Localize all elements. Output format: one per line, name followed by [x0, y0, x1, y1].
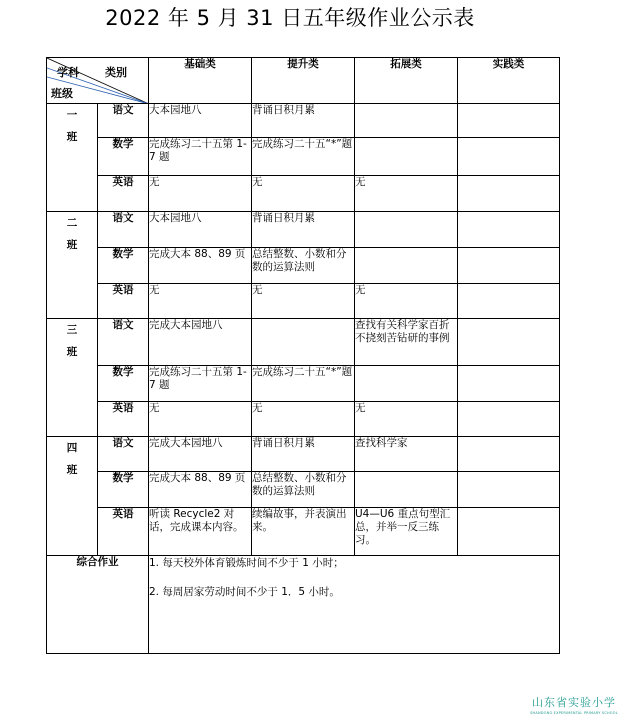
improve-cell: 背诵日积月累	[252, 104, 355, 138]
subject-cell: 语文	[98, 437, 149, 472]
subject-cell: 语文	[98, 212, 149, 248]
extend-cell	[355, 104, 458, 138]
basic-cell: 大本园地八	[149, 212, 252, 248]
subject-cell: 数学	[98, 138, 149, 176]
corner-header-cell	[47, 58, 149, 104]
practice-cell	[458, 248, 560, 284]
practice-cell	[458, 508, 560, 556]
table-row	[47, 508, 560, 556]
table-row	[47, 366, 560, 402]
practice-cell	[458, 402, 560, 437]
class-name-bottom: 班	[66, 239, 78, 251]
table-row	[47, 472, 560, 508]
subject-cell: 语文	[98, 104, 149, 138]
improve-cell: 完成练习二十五“*”题	[252, 366, 355, 402]
extend-cell: 查找科学家	[355, 437, 458, 472]
subject-cell: 数学	[98, 366, 149, 402]
summary-row	[47, 556, 560, 654]
summary-content	[149, 556, 560, 654]
improve-cell: 无	[252, 402, 355, 437]
class-name-top: 四	[66, 442, 78, 454]
subject-cell: 数学	[98, 472, 149, 508]
practice-cell	[458, 366, 560, 402]
practice-cell	[458, 212, 560, 248]
extend-cell	[355, 212, 458, 248]
table-row	[47, 402, 560, 437]
subject-cell: 数学	[98, 248, 149, 284]
table-row	[47, 104, 560, 138]
page-title: 2022 年 5 月 31 日五年级作业公示表	[105, 6, 475, 30]
practice-cell	[458, 319, 560, 366]
basic-cell: 完成练习二十五第 1-7 题	[149, 138, 252, 176]
class-name-top: 一	[66, 109, 78, 121]
school-logo-subtext: SHANDONG EXPERIMENTAL PRIMARY SCHOOL	[530, 711, 618, 715]
practice-cell	[458, 472, 560, 508]
class-name-bottom: 班	[66, 131, 78, 143]
class-label	[47, 104, 98, 212]
basic-cell: 完成大本 88、89 页	[149, 248, 252, 284]
header-extend: 拓展类	[355, 58, 458, 104]
table-row	[47, 284, 560, 319]
practice-cell	[458, 138, 560, 176]
basic-cell: 无	[149, 402, 252, 437]
subject-cell: 英语	[98, 176, 149, 212]
subject-cell: 英语	[98, 508, 149, 556]
extend-cell	[355, 248, 458, 284]
class-name-bottom: 班	[66, 346, 78, 358]
basic-cell: 完成练习二十五第 1-7 题	[149, 366, 252, 402]
corner-category-label: 类别	[105, 66, 127, 79]
class-label	[47, 437, 98, 556]
corner-class-label: 班级	[51, 87, 73, 100]
basic-cell: 完成大本园地八	[149, 319, 252, 366]
extend-cell: 无	[355, 284, 458, 319]
basic-cell: 无	[149, 176, 252, 212]
class-label	[47, 319, 98, 437]
school-logo-text: 山东省实验小学	[532, 696, 616, 709]
summary-line-1: 1. 每天校外体育锻炼时间不少于 1 小时；	[149, 557, 344, 569]
table-row	[47, 248, 560, 284]
extend-cell: 无	[355, 402, 458, 437]
basic-cell: 大本园地八	[149, 104, 252, 138]
improve-cell: 续编故事，并表演出来。	[252, 508, 355, 556]
header-basic: 基础类	[149, 58, 252, 104]
basic-cell: 完成大本园地八	[149, 437, 252, 472]
improve-cell: 背诵日积月累	[252, 437, 355, 472]
basic-cell: 无	[149, 284, 252, 319]
school-logo	[528, 694, 620, 715]
class-name-bottom: 班	[66, 464, 78, 476]
practice-cell	[458, 437, 560, 472]
improve-cell: 总结整数、小数和分数的运算法则	[252, 472, 355, 508]
basic-cell: 完成大本 88、89 页	[149, 472, 252, 508]
extend-cell: U4—U6 重点句型汇总，并举一反三练习。	[355, 508, 458, 556]
improve-cell: 无	[252, 176, 355, 212]
extend-cell	[355, 138, 458, 176]
extend-cell	[355, 472, 458, 508]
subject-cell: 英语	[98, 402, 149, 437]
class-name-top: 二	[66, 217, 78, 229]
extend-cell	[355, 366, 458, 402]
improve-cell	[252, 319, 355, 366]
subject-cell: 英语	[98, 284, 149, 319]
practice-cell	[458, 104, 560, 138]
practice-cell	[458, 176, 560, 212]
table-row	[47, 437, 560, 472]
table-row	[47, 212, 560, 248]
corner-subject-label: 学科	[57, 66, 79, 79]
header-improve: 提升类	[252, 58, 355, 104]
improve-cell: 完成练习二十五“*”题	[252, 138, 355, 176]
extend-cell: 无	[355, 176, 458, 212]
summary-line-2: 2. 每周居家劳动时间不少于 1．5 小时。	[149, 586, 340, 598]
class-label	[47, 212, 98, 319]
header-practice: 实践类	[458, 58, 560, 104]
improve-cell: 总结整数、小数和分数的运算法则	[252, 248, 355, 284]
basic-cell: 听读 Recycle2 对话，完成课本内容。	[149, 508, 252, 556]
table-row	[47, 138, 560, 176]
class-name-top: 三	[66, 324, 78, 336]
summary-label: 综合作业	[47, 556, 149, 654]
extend-cell: 查找有关科学家百折不挠刻苦钻研的事例	[355, 319, 458, 366]
table-row	[47, 319, 560, 366]
improve-cell: 背诵日积月累	[252, 212, 355, 248]
homework-table	[46, 57, 560, 654]
subject-cell: 语文	[98, 319, 149, 366]
header-row	[47, 58, 560, 104]
table-row	[47, 176, 560, 212]
improve-cell: 无	[252, 284, 355, 319]
practice-cell	[458, 284, 560, 319]
